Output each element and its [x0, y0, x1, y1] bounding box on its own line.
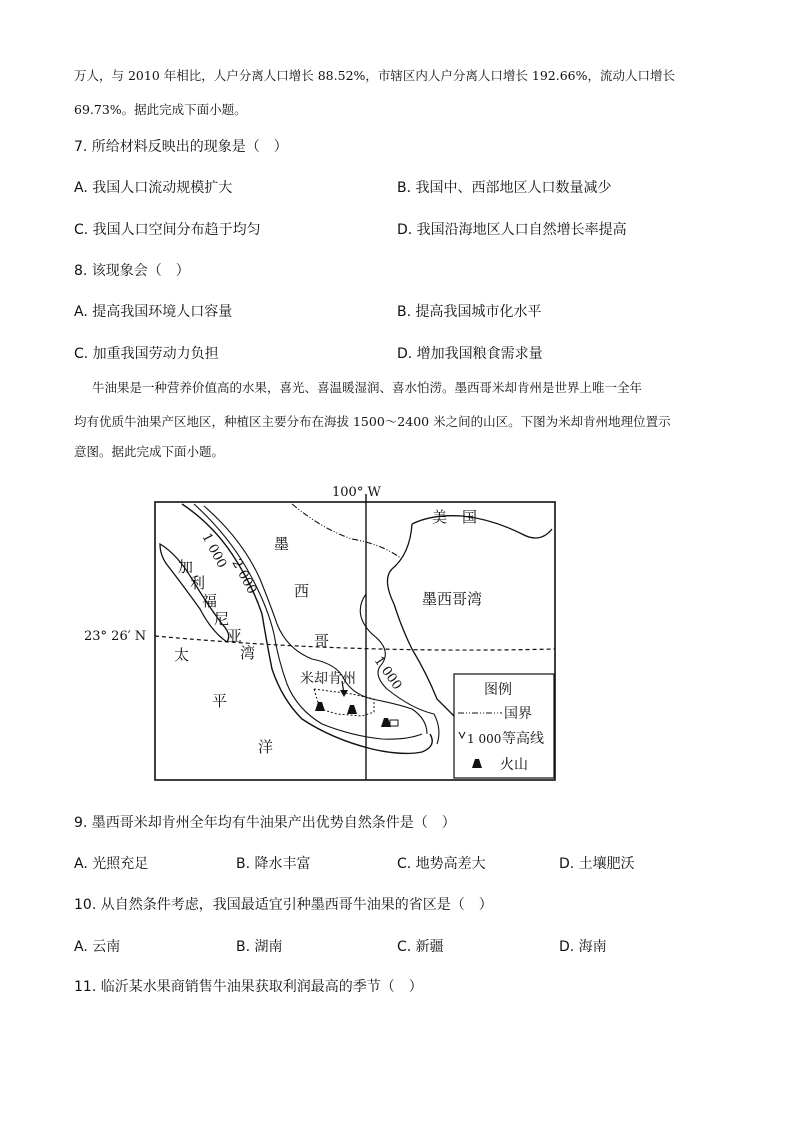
pacific-label-1: 太	[174, 646, 190, 664]
question-8-option-d: D. 增加我国粮食需求量	[397, 346, 543, 362]
question-11-stem: 11. 临沂某水果商销售牛油果获取利润最高的季节（ ）	[74, 979, 423, 995]
pacific-label-2: 平	[212, 692, 228, 710]
mexico-label-1: 墨	[274, 535, 290, 553]
passage-line-3: 意图。据此完成下面小题。	[74, 444, 225, 459]
us-mexico-border	[292, 504, 402, 559]
question-9-option-d: D. 土壤肥沃	[559, 856, 635, 872]
pacific-coastline	[182, 504, 432, 753]
question-7-option-d: D. 我国沿海地区人口自然增长率提高	[397, 222, 627, 238]
contour-2000	[204, 506, 427, 734]
question-7-stem: 7. 所给材料反映出的现象是（ ）	[74, 139, 288, 155]
question-7-option-c: C. 我国人口空间分布趋于均匀	[74, 222, 261, 238]
volcano-icon	[315, 702, 325, 711]
legend-title: 图例	[484, 682, 512, 698]
question-8-option-a: A. 提高我国环境人口容量	[74, 304, 233, 320]
volcano-icon	[347, 705, 357, 714]
contour-1000-east	[360, 594, 439, 744]
pacific-label-3: 洋	[258, 738, 274, 756]
question-8-stem: 8. 该现象会（ ）	[74, 263, 190, 279]
mexico-label-2: 西	[294, 582, 310, 600]
gulf-california-label-3: 福	[202, 592, 218, 610]
question-8-option-b: B. 提高我国城市化水平	[397, 304, 542, 320]
michoacan-location-map	[82, 484, 562, 786]
contour-label-1000-east: 1 000	[370, 653, 405, 693]
latitude-label: 23° 26′ N	[84, 629, 147, 644]
legend-border-label: 国界	[504, 706, 532, 722]
legend-contour-label: 等高线	[502, 731, 544, 747]
intro-text-line-1: 万人，与 2010 年相比，人户分离人口增长 88.52%，市辖区内人户分离人口增长 192.66%，流动人口增长	[74, 68, 675, 83]
meridian-label: 100° W	[332, 485, 381, 500]
gulf-california-label-1: 加	[178, 558, 194, 576]
gulf-california-label-6: 湾	[240, 644, 256, 662]
michoacan-label: 米却肯州	[300, 671, 356, 687]
usa-label: 美 国	[432, 508, 478, 526]
mexico-label-3: 哥	[314, 632, 330, 650]
question-10-option-a: A. 云南	[74, 939, 121, 955]
question-10-option-c: C. 新疆	[397, 939, 444, 955]
question-8-option-c: C. 加重我国劳动力负担	[74, 346, 219, 362]
city-marker	[390, 720, 398, 726]
intro-text-line-2: 69.73%。据此完成下面小题。	[74, 102, 247, 117]
tropic-of-cancer-line	[155, 636, 555, 650]
question-10-option-d: D. 海南	[559, 939, 607, 955]
question-9-stem: 9. 墨西哥米却肯州全年均有牛油果产出优势自然条件是（ ）	[74, 815, 456, 831]
question-9-option-c: C. 地势高差大	[397, 856, 486, 872]
contour-label-2000: 2 000	[228, 556, 260, 597]
question-10-option-b: B. 湖南	[236, 939, 283, 955]
contour-label-1000-west: 1 000	[198, 530, 230, 571]
gulf-california-label-5: 亚	[227, 627, 243, 645]
question-9-option-b: B. 降水丰富	[236, 856, 311, 872]
gulf-of-mexico-label: 墨西哥湾	[422, 590, 483, 608]
legend-contour-value: 1 000	[467, 732, 502, 746]
passage-line-1: 牛油果是一种营养价值高的水果，喜光、喜温暖湿润、喜水怕涝。墨西哥米却肯州是世界上唯一全年	[92, 380, 643, 395]
question-7-option-a: A. 我国人口流动规模扩大	[74, 180, 233, 196]
question-9-option-a: A. 光照充足	[74, 856, 149, 872]
gulf-coastline	[387, 524, 462, 724]
passage-line-2: 均有优质牛油果产区地区，种植区主要分布在海拔 1500～2400 米之间的山区。下图为米却肯州地理位置示	[74, 414, 671, 429]
gulf-california-label-2: 利	[190, 574, 206, 592]
question-7-option-b: B. 我国中、西部地区人口数量减少	[397, 180, 612, 196]
gulf-california-label-4: 尼	[214, 610, 230, 628]
question-10-stem: 10. 从自然条件考虑，我国最适宜引种墨西哥牛油果的省区是（ ）	[74, 897, 493, 913]
legend-volcano-label: 火山	[500, 757, 528, 773]
